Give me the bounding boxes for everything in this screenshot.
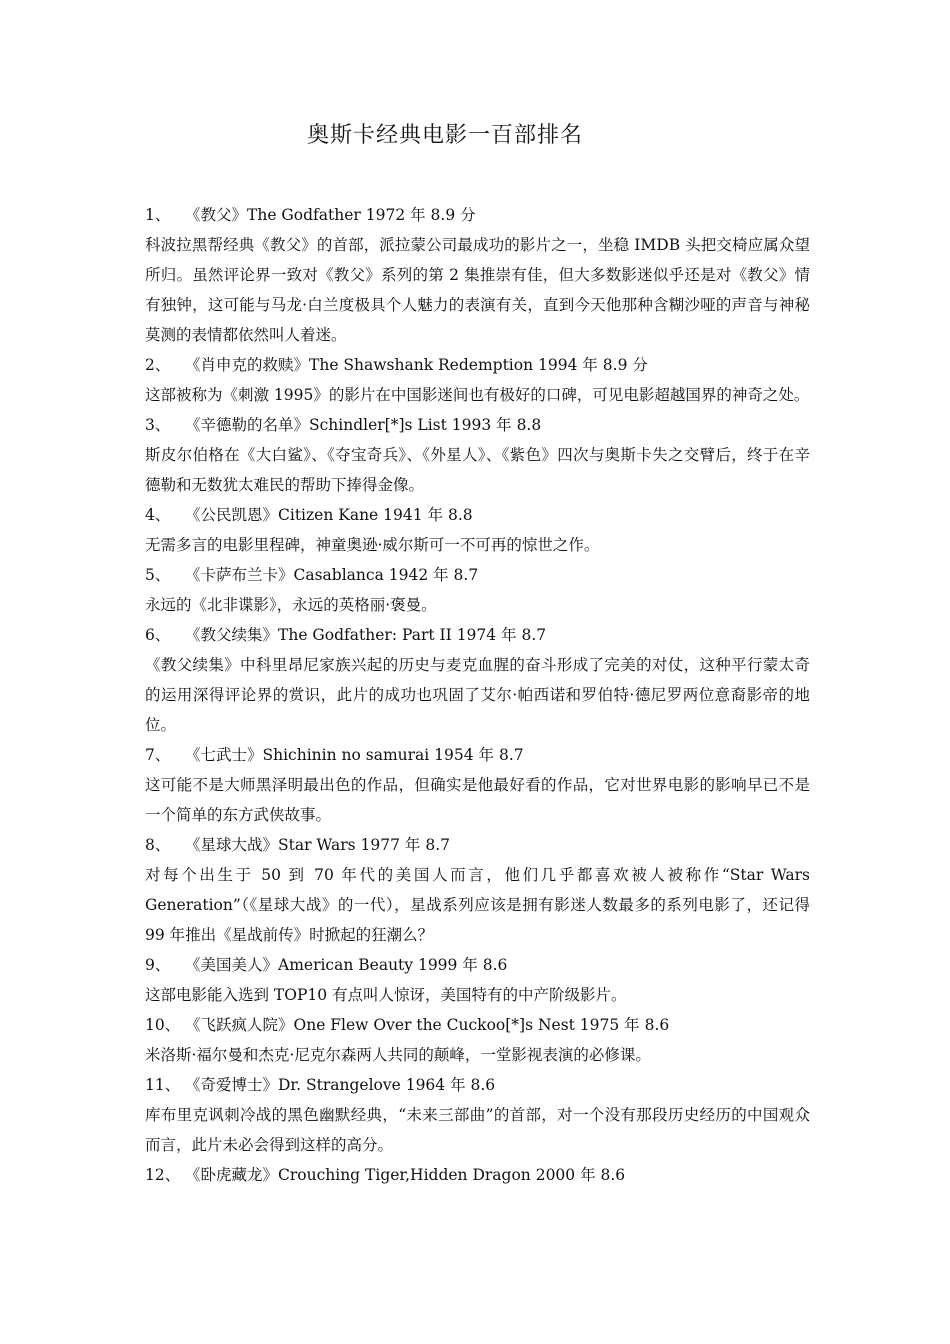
list-item xyxy=(145,950,810,1010)
entry-heading xyxy=(145,500,810,530)
entry-title: 《教父续集》The Godfather: Part II 1974 年 8.7 xyxy=(185,626,547,644)
entry-number: 5、 xyxy=(145,566,171,584)
entry-heading xyxy=(145,200,810,230)
list-item xyxy=(145,560,810,620)
entry-heading xyxy=(145,350,810,380)
entry-description: 无需多言的电影里程碑，神童奥逊·威尔斯可一不可再的惊世之作。 xyxy=(145,536,600,554)
entry-title: 《肖申克的救赎》The Shawshank Redemption 1994 年 8.9 分 xyxy=(185,356,648,374)
entry-title: 《公民凯恩》Citizen Kane 1941 年 8.8 xyxy=(185,506,473,524)
entry-description: 这可能不是大师黑泽明最出色的作品，但确实是他最好看的作品，它对世界电影的影响早已不是一个简单的东方武侠故事。 xyxy=(145,776,810,824)
document-title: 奥斯卡经典电影一百部排名 xyxy=(306,123,583,148)
entry-number: 3、 xyxy=(145,416,171,434)
entry-title: 《星球大战》Star Wars 1977 年 8.7 xyxy=(185,836,450,854)
entry-description: 对每个出生于 50 到 70 年代的美国人而言，他们几乎都喜欢被人被称作“Star Wars Generation”（《星球大战》的一代），星战系列应该是拥有影迷人数最多的系列电影了，还记得 99 年推出《星战前传》时掀起的狂潮么？ xyxy=(145,866,810,944)
entry-title: 《卧虎藏龙》Crouching Tiger,Hidden Dragon 2000 年 8.6 xyxy=(185,1166,626,1184)
entry-title: 《卡萨布兰卡》Casablanca 1942 年 8.7 xyxy=(185,566,479,584)
entry-heading xyxy=(145,410,810,440)
entry-number: 6、 xyxy=(145,626,171,644)
entry-number: 2、 xyxy=(145,356,171,374)
entry-description: 《教父续集》中科里昂尼家族兴起的历史与麦克血腥的奋斗形成了完美的对仗，这种平行蒙太奇的运用深得评论界的赏识，此片的成功也巩固了艾尔·帕西诺和罗伯特·德尼罗两位意裔影帝的地位。 xyxy=(145,656,810,734)
ranking-list xyxy=(145,200,810,1190)
list-item xyxy=(145,1160,810,1190)
list-item xyxy=(145,1070,810,1160)
entry-description: 这部被称为《刺激 1995》的影片在中国影迷间也有极好的口碑，可见电影超越国界的神奇之处。 xyxy=(145,386,810,404)
entry-description: 斯皮尔伯格在《大白鲨》、《夺宝奇兵》、《外星人》、《紫色》四次与奥斯卡失之交臂后，终于在辛德勒和无数犹太难民的帮助下捧得金像。 xyxy=(145,446,810,494)
list-item xyxy=(145,740,810,830)
entry-description: 永远的《北非谍影》，永远的英格丽·褒曼。 xyxy=(145,596,437,614)
list-item xyxy=(145,500,810,560)
entry-heading xyxy=(145,950,810,980)
entry-heading xyxy=(145,1070,810,1100)
entry-heading xyxy=(145,740,810,770)
entry-title: 《飞跃疯人院》One Flew Over the Cuckoo[*]s Nest 1975 年 8.6 xyxy=(185,1016,670,1034)
entry-number: 8、 xyxy=(145,836,171,854)
list-item xyxy=(145,410,810,500)
entry-description: 米洛斯·福尔曼和杰克·尼克尔森两人共同的颠峰，一堂影视表演的必修课。 xyxy=(145,1046,651,1064)
entry-title: 《辛德勒的名单》Schindler[*]s List 1993 年 8.8 xyxy=(185,416,542,434)
entry-number: 7、 xyxy=(145,746,171,764)
entry-description: 库布里克讽刺冷战的黑色幽默经典，“未来三部曲”的首部，对一个没有那段历史经历的中国观众而言，此片未必会得到这样的高分。 xyxy=(145,1106,810,1154)
entry-number: 12、 xyxy=(145,1166,181,1184)
entry-title: 《美国美人》American Beauty 1999 年 8.6 xyxy=(185,956,508,974)
entry-title: 《奇爱博士》Dr. Strangelove 1964 年 8.6 xyxy=(185,1076,496,1094)
entry-description: 科波拉黑帮经典《教父》的首部，派拉蒙公司最成功的影片之一，坐稳 IMDB 头把交椅应属众望所归。虽然评论界一致对《教父》系列的第 2 集推崇有佳，但大多数影迷似乎还是对《教父》情有独钟，这可能与马龙·白兰度极具个人魅力的表演有关，直到今天他那种含糊沙哑的声音与神秘莫测的表情都依然叫人着迷。 xyxy=(145,236,810,344)
entry-number: 10、 xyxy=(145,1016,181,1034)
list-item xyxy=(145,620,810,740)
entry-number: 9、 xyxy=(145,956,171,974)
entry-heading xyxy=(145,1010,810,1040)
entry-title: 《教父》The Godfather 1972 年 8.9 分 xyxy=(185,206,476,224)
list-item xyxy=(145,350,810,410)
entry-heading xyxy=(145,830,810,860)
entry-number: 4、 xyxy=(145,506,171,524)
entry-heading xyxy=(145,1160,810,1190)
entry-description: 这部电影能入选到 TOP10 有点叫人惊讶，美国特有的中产阶级影片。 xyxy=(145,986,627,1004)
list-item xyxy=(145,830,810,950)
list-item xyxy=(145,200,810,350)
entry-heading xyxy=(145,560,810,590)
entry-heading xyxy=(145,620,810,650)
list-item xyxy=(145,1010,810,1070)
entry-title: 《七武士》Shichinin no samurai 1954 年 8.7 xyxy=(185,746,524,764)
entry-number: 1、 xyxy=(145,206,171,224)
entry-number: 11、 xyxy=(145,1076,181,1094)
